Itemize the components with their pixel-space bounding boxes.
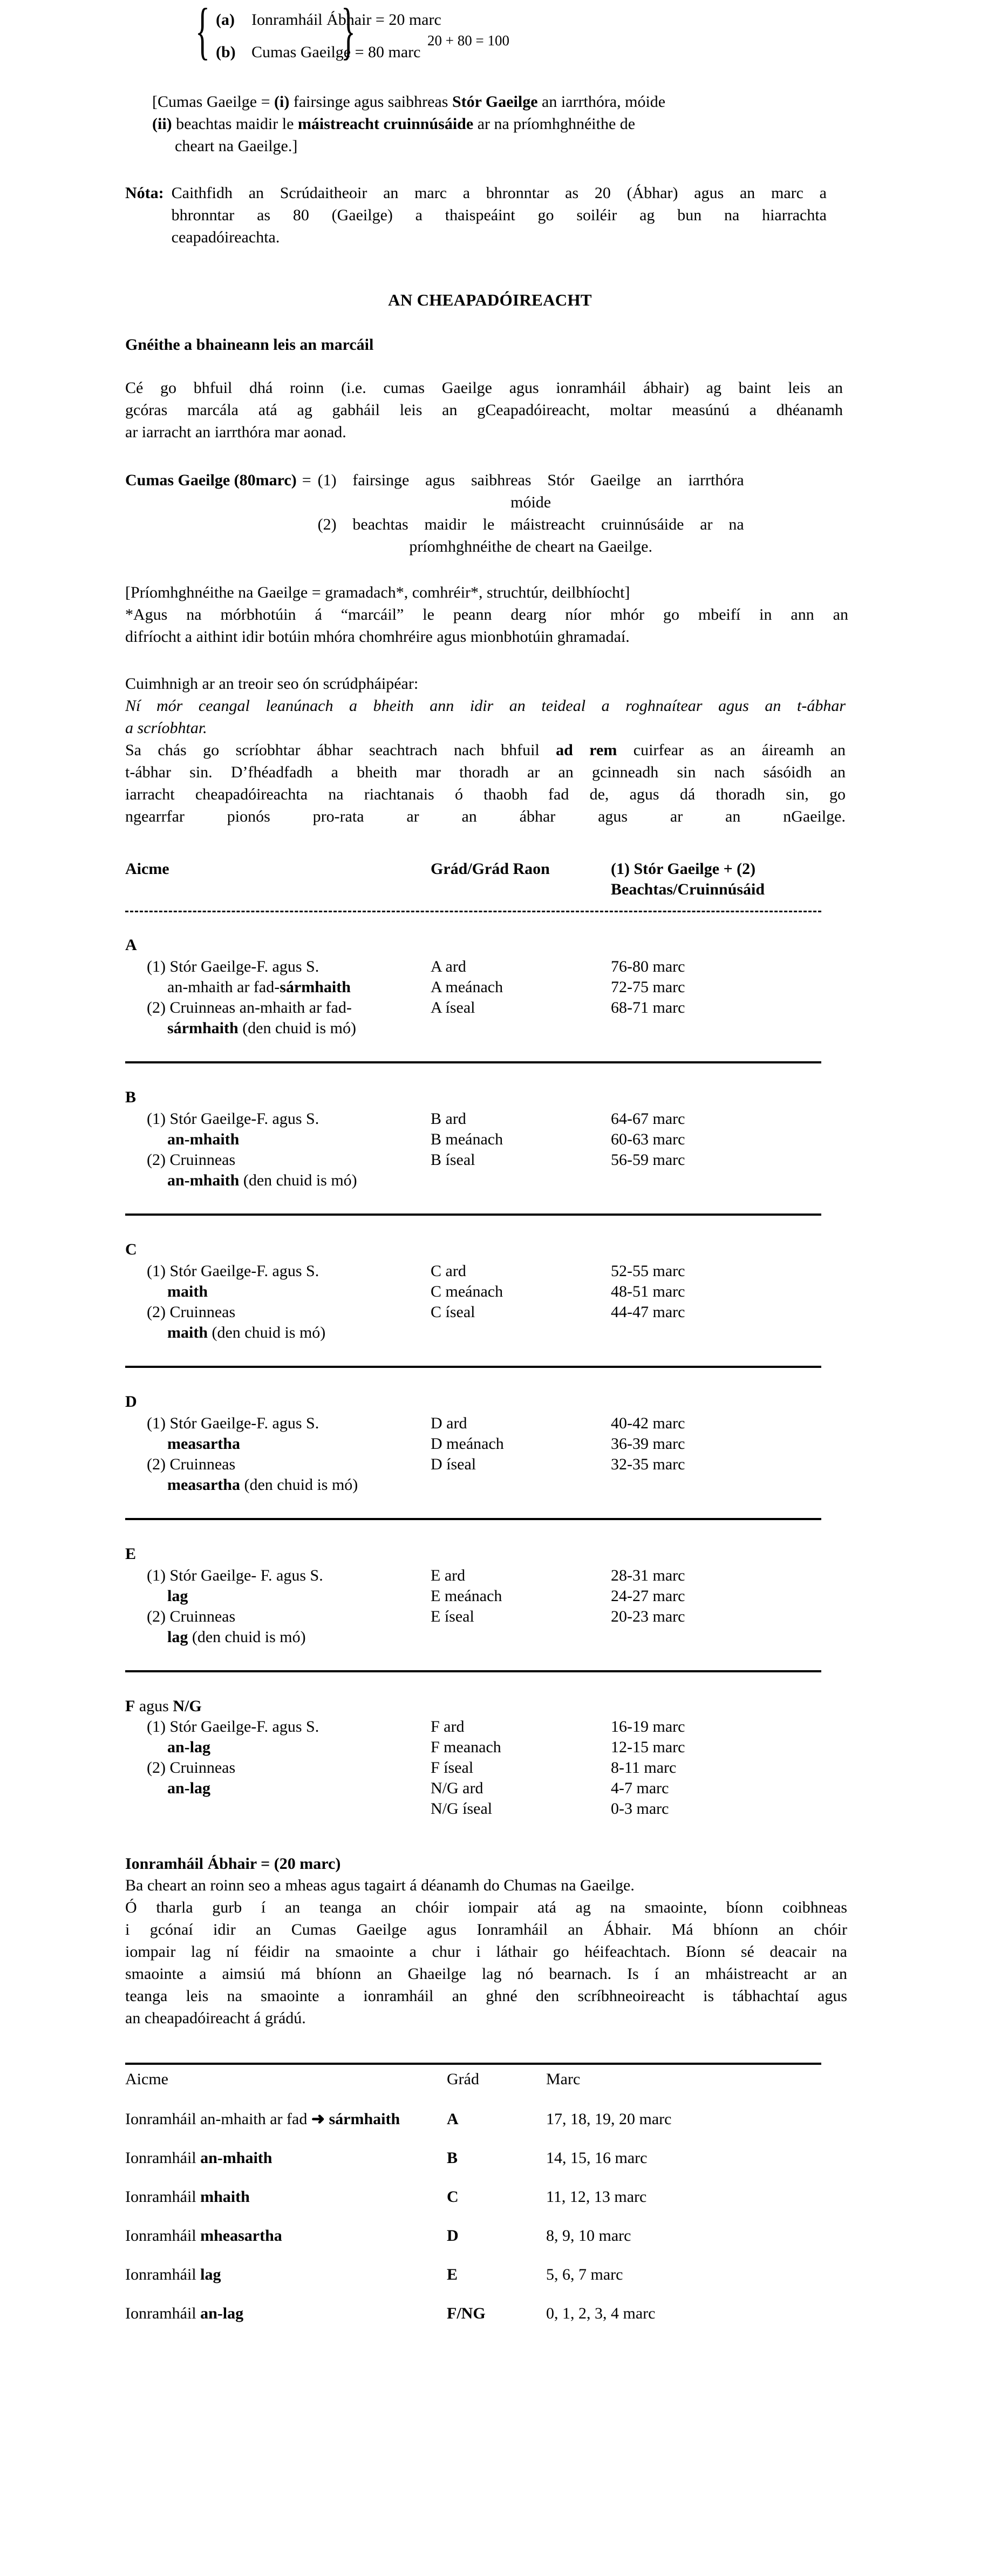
page-title: AN CHEAPADÓIREACHT	[388, 290, 592, 309]
cuimhnigh-line-7: ngearrfar pionós pro-rata ar an ábhar agus ar an nGaeilge.	[125, 808, 846, 825]
cumas-note-line-3: cheart na Gaeilge.]	[175, 137, 298, 155]
grade-row-description	[167, 1283, 208, 1301]
grade-row	[125, 1130, 855, 1151]
grade-row-marks: 36-39 marc	[611, 1435, 685, 1453]
cuimhnigh-seg-4a: Sa chás go scríobhtar ábhar seachtrach nach bhfuil	[125, 741, 556, 759]
grade-row	[125, 1019, 855, 1040]
grade-row-description	[147, 1303, 235, 1321]
grade-row-desc-tail: (den chuid is mó)	[240, 1476, 358, 1494]
bottom-row-desc-emphasis: mheasartha	[200, 2227, 282, 2245]
fng-letter-conj: agus	[135, 1697, 173, 1715]
grade-row-description	[167, 1628, 306, 1646]
cumas-def-body	[318, 469, 744, 558]
cumas-note-seg-1b: (i)	[274, 93, 290, 111]
grade-row	[125, 1476, 855, 1496]
grade-row-number: (1)	[147, 1110, 166, 1128]
bottom-row-grade: B	[447, 2149, 458, 2167]
grade-group-rows	[125, 1110, 855, 1192]
priomhghneithe-line-2: *Agus na mórbhotúin á “marcáil” le peann dearg níor mhór go mbeifí in ann an	[125, 606, 848, 623]
grade-row-number: (1)	[147, 1718, 166, 1736]
grade-row-description	[147, 1567, 323, 1585]
grade-group-divider	[125, 1366, 821, 1368]
bottom-row-desc-plain: Ionramháil an-mhaith ar fad	[125, 2110, 311, 2128]
bottom-row-desc-emphasis: mhaith	[200, 2188, 250, 2206]
bottom-row-marks: 14, 15, 16 marc	[546, 2149, 648, 2167]
ionramhail-heading: Ionramháil Ábhair = (20 marc)	[125, 1855, 341, 1873]
grade-group	[125, 1545, 855, 1649]
cumas-def-row-2: móide	[510, 493, 551, 511]
grade-row	[125, 1171, 855, 1192]
grade-row-marks: 8-11 marc	[611, 1759, 677, 1777]
grade-row-desc-plain: Cruinneas	[165, 1303, 236, 1321]
grade-row-band: F íseal	[431, 1759, 474, 1777]
priomhghneithe-line-3: difríocht a aithint idir botúin mhóra chomhréire agus mionbhotúin ghramadaí.	[125, 628, 630, 646]
grade-row-band: A meánach	[431, 978, 503, 996]
grade-row	[125, 1324, 855, 1344]
grade-row-band: E ard	[431, 1567, 466, 1584]
grade-row-marks: 52-55 marc	[611, 1262, 685, 1280]
grade-row	[125, 1628, 855, 1649]
intro-line-1: Cé go bhfuil dhá roinn (i.e. cumas Gaeilge agus ionramháil ábhair) ag baint leis an	[125, 379, 843, 397]
ionramhail-line-3: i gcónaí idir an Cumas Gaeilge agus Ionramháil an Ábhair. Má bhíonn an chóir	[125, 1921, 847, 1938]
bottom-header-marc: Marc	[546, 2070, 581, 2088]
brace-right-glyph: }	[341, 0, 356, 67]
grade-header-stor-line1: (1) Stór Gaeilge + (2)	[611, 860, 756, 878]
bottom-row-desc-plain: Ionramháil	[125, 2149, 201, 2167]
grade-row	[125, 1151, 855, 1171]
grade-row-description	[167, 1324, 325, 1342]
grade-header-aicme: Aicme	[125, 860, 169, 878]
grade-row-desc-plain: Stór Gaeilge-F. agus S.	[165, 1718, 319, 1736]
marks-item-b	[216, 43, 421, 62]
bottom-row-desc-plain: Ionramháil	[125, 2227, 201, 2245]
grade-row-band: B íseal	[431, 1151, 475, 1169]
grade-row-description	[167, 1171, 357, 1190]
grade-row-description	[147, 1759, 235, 1777]
brace-left-glyph: {	[195, 0, 210, 67]
cuimhnigh-seg-adrem: ad rem	[556, 741, 617, 759]
grade-row-band: F ard	[431, 1718, 465, 1736]
grade-row	[125, 1800, 855, 1820]
grade-row-description	[147, 1110, 319, 1128]
grade-row-description	[167, 1130, 239, 1149]
grade-row-desc-tail: (den chuid is mó)	[188, 1628, 306, 1646]
marks-item-b-text: Cumas Gaeilge = 80 marc	[251, 43, 421, 61]
bottom-row-grade: E	[447, 2266, 458, 2283]
grade-row-number: (2)	[147, 1303, 166, 1321]
grade-header-grad: Grád/Grád Raon	[431, 860, 550, 878]
bottom-row-marks: 17, 18, 19, 20 marc	[546, 2110, 672, 2128]
cuimhnigh-seg-4c: cuirfear as an áireamh an	[617, 741, 846, 759]
grade-group-letter: E	[125, 1545, 137, 1563]
grade-row-desc-plain: Cruinneas	[165, 1455, 236, 1473]
grade-row-band: C íseal	[431, 1303, 475, 1321]
grade-row-description	[147, 1262, 319, 1280]
bottom-header-aicme: Aicme	[125, 2070, 168, 2088]
cumas-gaeilge-definition	[125, 469, 855, 558]
grade-row-description	[167, 1587, 188, 1605]
section-subheading: Gnéithe a bhaineann leis an marcáil	[125, 336, 374, 354]
grade-group	[125, 1088, 855, 1192]
grade-row-description	[167, 1019, 356, 1038]
grade-group-divider	[125, 1061, 821, 1063]
grade-row-desc-emphasis: an-mhaith	[167, 1130, 240, 1148]
grade-row-desc-plain: Cruinneas an-mhaith ar fad-	[165, 999, 352, 1016]
grade-row-marks: 48-51 marc	[611, 1283, 685, 1300]
ionramhail-line-4: iompair lag ní féidir na smaointe a chur i láthair go héifeachtach. Bíonn sé deacair na	[125, 1943, 847, 1961]
grade-row-description	[167, 978, 351, 996]
grade-group-fng	[125, 1697, 855, 1820]
grade-row-band: N/G íseal	[431, 1800, 493, 1818]
grade-row-band: D meánach	[431, 1435, 504, 1453]
grade-group-divider	[125, 1518, 821, 1520]
grade-row-marks: 60-63 marc	[611, 1130, 685, 1148]
grade-row	[125, 1759, 855, 1779]
grade-row-band: B meánach	[431, 1130, 503, 1148]
marks-total-sum: 20 + 80 = 100	[427, 32, 509, 49]
grade-row-description	[167, 1476, 358, 1494]
grade-row-number: (1)	[147, 1567, 166, 1584]
nota-body	[172, 182, 827, 248]
table-row	[125, 2266, 855, 2304]
table-row	[125, 2227, 855, 2266]
cumas-note-seg-1e: an iarrthóra, móide	[537, 93, 666, 111]
bottom-row-description	[125, 2110, 400, 2128]
bottom-row-marks: 0, 1, 2, 3, 4 marc	[546, 2304, 656, 2322]
marks-item-a-label: (a)	[216, 11, 235, 29]
grade-row-marks: 28-31 marc	[611, 1567, 685, 1584]
bottom-row-description	[125, 2304, 243, 2323]
grade-header-divider	[125, 911, 821, 912]
grade-row-desc-plain: Stór Gaeilge-F. agus S.	[165, 1110, 319, 1128]
bottom-row-marks: 8, 9, 10 marc	[546, 2227, 631, 2245]
priomhghneithe-line-1: [Príomhghnéithe na Gaeilge = gramadach*, comhréir*, struchtúr, deilbhíocht]	[125, 584, 630, 601]
grade-row-marks: 4-7 marc	[611, 1779, 669, 1797]
ionramhail-line-2: Ó tharla gurb í an teanga an chóir iompair atá ag na smaointe, bíonn coibhneas	[125, 1899, 847, 1916]
table-row	[125, 2110, 855, 2149]
ionramhail-body	[125, 1874, 847, 2029]
cumas-note-seg-2a: (ii)	[152, 115, 172, 133]
cumas-def-row-4: príomhghnéithe de cheart na Gaeilge.	[409, 538, 652, 555]
grade-row-desc-tail: (den chuid is mó)	[208, 1324, 326, 1341]
grade-row	[125, 978, 855, 999]
table-row	[125, 2188, 855, 2227]
marks-item-b-label: (b)	[216, 43, 236, 61]
grade-group-rows	[125, 958, 855, 1040]
grade-row-desc-plain: Cruinneas	[165, 1151, 236, 1169]
grade-group-letter	[125, 1697, 855, 1716]
bottom-row-description	[125, 2266, 221, 2284]
ionramhail-line-5: smaointe a aimsiú má bhíonn an Ghaeilge lag nó bearnach. Is í an mháistreacht ar an	[125, 1965, 847, 1983]
grade-row-description	[147, 1718, 319, 1736]
grade-row-number: (2)	[147, 1608, 166, 1625]
grade-row-description	[147, 1455, 235, 1474]
grade-row-description	[147, 1414, 319, 1433]
fng-letter-f: F	[125, 1697, 135, 1715]
table-row	[125, 2149, 855, 2188]
grade-group-rows	[125, 1567, 855, 1649]
grade-row-marks: 16-19 marc	[611, 1718, 685, 1736]
grade-row-description	[147, 958, 319, 976]
grade-row-number: (2)	[147, 1455, 166, 1473]
bottom-row-desc-emphasis: lag	[200, 2266, 221, 2283]
grade-row-desc-plain: Stór Gaeilge- F. agus S.	[165, 1567, 323, 1584]
cuimhnigh-line-4	[125, 739, 846, 761]
grade-row	[125, 1738, 855, 1759]
grade-row-desc-emphasis: sármhaith	[280, 978, 351, 996]
grade-row-marks: 12-15 marc	[611, 1738, 685, 1756]
nota-label: Nóta:	[125, 184, 164, 202]
grade-row-description	[147, 1151, 235, 1169]
grade-row-desc-emphasis: lag	[167, 1587, 188, 1605]
cumas-def-label: Cumas Gaeilge (80marc)	[125, 471, 297, 489]
grade-row-desc-emphasis: measartha	[167, 1435, 240, 1453]
grade-row-desc-plain: an-mhaith ar fad-	[167, 978, 280, 996]
marks-item-a	[216, 11, 441, 29]
cumas-note-seg-1a: [Cumas Gaeilge =	[152, 93, 275, 111]
grade-row-number: (1)	[147, 1414, 166, 1432]
grade-row-desc-plain: Stór Gaeilge-F. agus S.	[165, 1414, 319, 1432]
bottom-row-grade: F/NG	[447, 2304, 486, 2322]
right-arrow-icon: ➜	[311, 2110, 325, 2128]
grade-row-band: C ard	[431, 1262, 466, 1280]
grade-row-band: N/G ard	[431, 1779, 483, 1797]
bottom-table-top-rule	[125, 2063, 821, 2065]
grade-row	[125, 1455, 855, 1476]
grade-row-marks: 0-3 marc	[611, 1800, 669, 1818]
grade-row-band: F meanach	[431, 1738, 501, 1756]
intro-line-3: ar iarracht an iarrthóra mar aonad.	[125, 423, 346, 441]
grade-row-band: A ard	[431, 958, 466, 975]
grade-group	[125, 1240, 855, 1344]
grade-group	[125, 1393, 855, 1496]
grade-row	[125, 1567, 855, 1587]
grade-row-marks: 44-47 marc	[611, 1303, 685, 1321]
grade-group-rows	[125, 1262, 855, 1344]
grade-row-desc-tail: (den chuid is mó)	[238, 1019, 356, 1037]
grade-row	[125, 958, 855, 978]
ionramhail-line-7: an cheapadóireacht á grádú.	[125, 2009, 306, 2027]
grade-row-marks: 40-42 marc	[611, 1414, 685, 1432]
grade-row	[125, 1435, 855, 1455]
grade-row-marks: 68-71 marc	[611, 999, 685, 1016]
grade-row-marks: 24-27 marc	[611, 1587, 685, 1605]
cumas-note-seg-1d: Stór Gaeilge	[452, 93, 538, 111]
grade-row-marks: 76-80 marc	[611, 958, 685, 975]
grade-group-divider	[125, 1214, 821, 1216]
bottom-row-description	[125, 2149, 272, 2167]
grade-row	[125, 1718, 855, 1738]
grade-row-desc-emphasis: sármhaith	[167, 1019, 239, 1037]
fng-letter-ng: N/G	[173, 1697, 202, 1715]
nota-line-2: bhronntar as 80 (Gaeilge) a thaispeáint go soiléir ag bun na hiarrachta	[171, 206, 827, 224]
grade-group-letter: D	[125, 1393, 137, 1411]
grade-row-number: (1)	[147, 1262, 166, 1280]
grade-row	[125, 1110, 855, 1130]
grade-row-description	[167, 1435, 240, 1453]
ionramhail-line-6: teanga leis na smaointe a ionramháil an ghné den scríbhneoireacht is tábhachtaí agus	[125, 1987, 847, 2005]
grade-row-desc-plain: Cruinneas	[165, 1759, 236, 1777]
grade-row	[125, 999, 855, 1019]
grade-row-description	[147, 999, 352, 1017]
nota-line-1: Caithfidh an Scrúdaitheoir an marc a bhronntar as 20 (Ábhar) agus an marc a	[171, 184, 827, 202]
cumas-def-equals: =	[302, 471, 311, 489]
bottom-row-desc-emphasis: an-lag	[200, 2304, 244, 2322]
cumas-note-seg-2b: beachtas maidir le	[172, 115, 298, 133]
grade-row-marks: 32-35 marc	[611, 1455, 685, 1473]
cuimhnigh-line-6: iarracht cheapadóireachta na riachtanais ó thaobh fad de, agus dá thoradh sin, go	[125, 785, 846, 803]
grade-row-desc-emphasis: maith	[167, 1324, 208, 1341]
grade-row-band: B ard	[431, 1110, 466, 1128]
grade-row-marks: 64-67 marc	[611, 1110, 685, 1128]
grade-row	[125, 1779, 855, 1800]
grade-row-number: (1)	[147, 958, 166, 975]
grade-row-number: (2)	[147, 1151, 166, 1169]
intro-paragraph	[125, 377, 843, 443]
grade-group-rows	[125, 1414, 855, 1496]
grade-row-desc-tail: (den chuid is mó)	[239, 1171, 357, 1189]
grade-row	[125, 1303, 855, 1324]
grade-group-letter: A	[125, 936, 137, 954]
grade-row-number: (2)	[147, 999, 166, 1016]
nota-block	[125, 182, 827, 248]
bottom-row-grade: A	[447, 2110, 459, 2128]
document-content	[125, 0, 855, 2343]
bottom-table-rows	[125, 2110, 855, 2343]
grade-header-stor-line2: Beachtas/Cruinnúsáid	[611, 880, 765, 898]
cumas-note-seg-1c: fairsinge agus saibhreas	[289, 93, 452, 111]
bottom-row-description	[125, 2188, 250, 2206]
grade-row-band: A íseal	[431, 999, 475, 1016]
cuimhnigh-line-2: Ní mór ceangal leanúnach a bheith ann idir an teideal a roghnaítear agus an t-ábhar	[125, 697, 846, 715]
grade-group-divider	[125, 1670, 821, 1672]
grade-row-band: C meánach	[431, 1283, 503, 1300]
grade-row-band: D íseal	[431, 1455, 476, 1473]
grade-row	[125, 1414, 855, 1435]
ionramhail-grade-table	[125, 2063, 855, 2343]
cumas-gaeilge-note	[152, 91, 698, 157]
bottom-row-desc-emphasis: an-mhaith	[200, 2149, 272, 2167]
bottom-row-grade: D	[447, 2227, 459, 2245]
bottom-row-description	[125, 2227, 282, 2245]
cumas-def-row-1: (1) fairsinge agus saibhreas Stór Gaeilge an iarrthóra	[317, 471, 744, 489]
grade-row-number: (2)	[147, 1759, 166, 1777]
cuimhnigh-line-1: Cuimhnigh ar an treoir seo ón scrúdpháipéar:	[125, 675, 419, 693]
grade-row-desc-emphasis: maith	[167, 1283, 208, 1300]
grade-row-desc-emphasis: an-lag	[167, 1779, 211, 1797]
grade-row-band: D ard	[431, 1414, 467, 1432]
cumas-note-seg-2c: máistreacht cruinnúsáide	[297, 115, 474, 133]
grade-row-marks: 56-59 marc	[611, 1151, 685, 1169]
cuimhnigh-line-3: a scríobhtar.	[125, 719, 207, 737]
grade-row-band: E íseal	[431, 1608, 474, 1625]
intro-line-2: gcóras marcála atá ag gabháil leis an gCeapadóireacht, moltar measúnú a dhéanamh	[125, 401, 843, 419]
grade-row-desc-plain: Stór Gaeilge-F. agus S.	[165, 958, 319, 975]
nota-line-3: ceapadóireachta.	[171, 228, 280, 246]
grade-row-desc-plain: Cruinneas	[165, 1608, 236, 1625]
table-row	[125, 2304, 855, 2343]
cumas-note-seg-2d: ar na príomhghnéithe de	[473, 115, 636, 133]
grade-table-header	[125, 860, 855, 902]
bottom-row-marks: 5, 6, 7 marc	[546, 2266, 623, 2283]
bottom-row-marks: 11, 12, 13 marc	[546, 2188, 647, 2206]
marks-brace-block	[125, 0, 855, 71]
grade-row-desc-plain: Stór Gaeilge-F. agus S.	[165, 1262, 319, 1280]
bottom-header-grad: Grád	[447, 2070, 479, 2088]
grade-row-desc-emphasis: an-mhaith	[167, 1171, 240, 1189]
cumas-def-row-3: (2) beachtas maidir le máistreacht cruinnúsáide ar na	[317, 516, 744, 533]
grade-group	[125, 936, 855, 1040]
ionramhail-line-1: Ba cheart an roinn seo a mheas agus tagairt á déanamh do Chumas na Gaeilge.	[125, 1876, 635, 1894]
grade-row-description	[167, 1738, 210, 1757]
grade-row	[125, 1283, 855, 1303]
grade-row-desc-emphasis: an-lag	[167, 1738, 211, 1756]
bottom-row-desc-plain: Ionramháil	[125, 2266, 201, 2283]
bottom-row-desc-plain: Ionramháil	[125, 2188, 201, 2206]
grade-row-desc-emphasis: lag	[167, 1628, 188, 1646]
cuimhnigh-line-5: t-ábhar sin. D’fhéadfadh a bheith mar thoradh ar an gcinneadh sin nach sásóidh an	[125, 763, 846, 781]
bottom-table-header-row	[125, 2070, 855, 2110]
grade-row-band: E meánach	[431, 1587, 502, 1605]
bottom-row-desc-emphasis: sármhaith	[325, 2110, 400, 2128]
marks-item-a-text: Ionramháil Ábhair = 20 marc	[251, 11, 441, 29]
grade-row	[125, 1587, 855, 1608]
grade-group-letter: C	[125, 1240, 137, 1258]
grade-row-marks: 72-75 marc	[611, 978, 685, 996]
cuimhnigh-block	[125, 673, 846, 828]
grade-row-description	[167, 1779, 210, 1798]
grade-row-marks: 20-23 marc	[611, 1608, 685, 1625]
grade-groups-container	[125, 936, 855, 1820]
cumas-note-line-1	[152, 91, 698, 113]
grade-group-letter: B	[125, 1088, 137, 1106]
bottom-row-grade: C	[447, 2188, 459, 2206]
cumas-note-line-2	[152, 113, 698, 135]
grade-row-desc-emphasis: measartha	[167, 1476, 240, 1494]
grade-row	[125, 1608, 855, 1628]
bottom-row-desc-plain: Ionramháil	[125, 2304, 201, 2322]
grade-row	[125, 1262, 855, 1283]
priomhghneithe-block	[125, 581, 848, 648]
grade-group-rows	[125, 1718, 855, 1820]
grade-row-description	[147, 1608, 235, 1626]
